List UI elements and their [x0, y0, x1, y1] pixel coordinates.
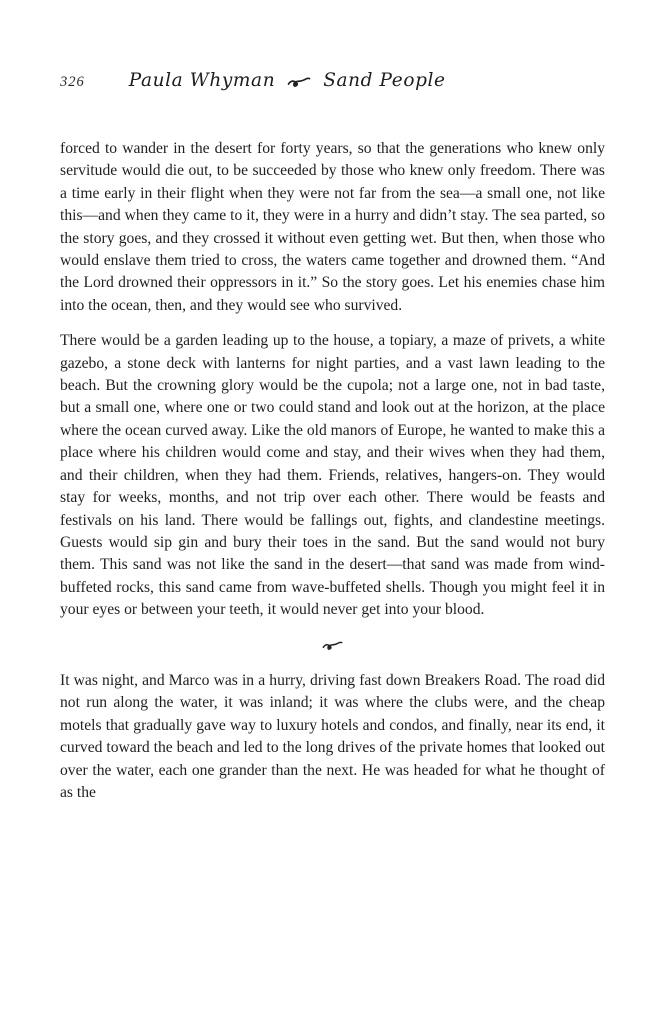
body-paragraph: It was night, and Marco was in a hurry, driving fast down Breakers Road. The road did not run along the water, it was inland; it was where the clubs were, and the cheap motels that gradually gave way to luxury hotels and condos, and finally, near its end, it curved toward the beach and led to the long drives of the private homes that looked out over the water, each one grander than the next. He was headed for what he thought of as the [60, 671, 605, 801]
body-text [60, 138, 605, 817]
fleuron-icon [287, 74, 311, 92]
running-header [60, 70, 605, 91]
section-divider [60, 635, 605, 657]
body-paragraph: There would be a garden leading up to the house, a topiary, a maze of privets, a white gazebo, a stone deck with lanterns for night parties, and a vast lawn leading to the beach. But the crowning glory would be the cupola; not a large one, not in bad taste, but a small one, where one or two could stand and look out at the horizon, at the place where the ocean curved away. Like the old manors of Europe, he wanted to make this a place where his children would come and stay, and their wives when they had them, and their children, when they had them. Friends, relatives, hangers-on. They would stay for weeks, months, and not trip over each other. There would be feasts and festivals on his land. There would be fallings out, fights, and clandestine meetings. Guests would sip gin and bury their toes in the sand. But the sand would not bury them. This sand was not like the sand in the desert—that sand was made from wind-buffeted rocks, this sand came from wave-buffeted shells. Though you might feel it in your eyes or between your teeth, it would never get into your blood. [60, 332, 605, 619]
header-author: Paula Whyman [128, 70, 276, 91]
page-number: 326 [60, 74, 85, 90]
header-book-title: Sand People [323, 70, 446, 91]
fleuron-icon [322, 637, 343, 654]
body-paragraph: forced to wander in the desert for forty years, so that the generations who knew only servitude would die out, to be succeeded by those who knew only freedom. There was a time early in their flight when they were not far from the sea—a small one, not like this—and when they came to it, they were in a hurry and didn’t stay. The sea parted, so the story goes, and they crossed it without even getting wet. But then, when those who would enslave them tried to cross, the waters came together and drowned them. “And the Lord drowned their oppressors in it.” So the story goes. Let his enemies chase him into the ocean, then, and they would see who survived. [60, 140, 605, 314]
